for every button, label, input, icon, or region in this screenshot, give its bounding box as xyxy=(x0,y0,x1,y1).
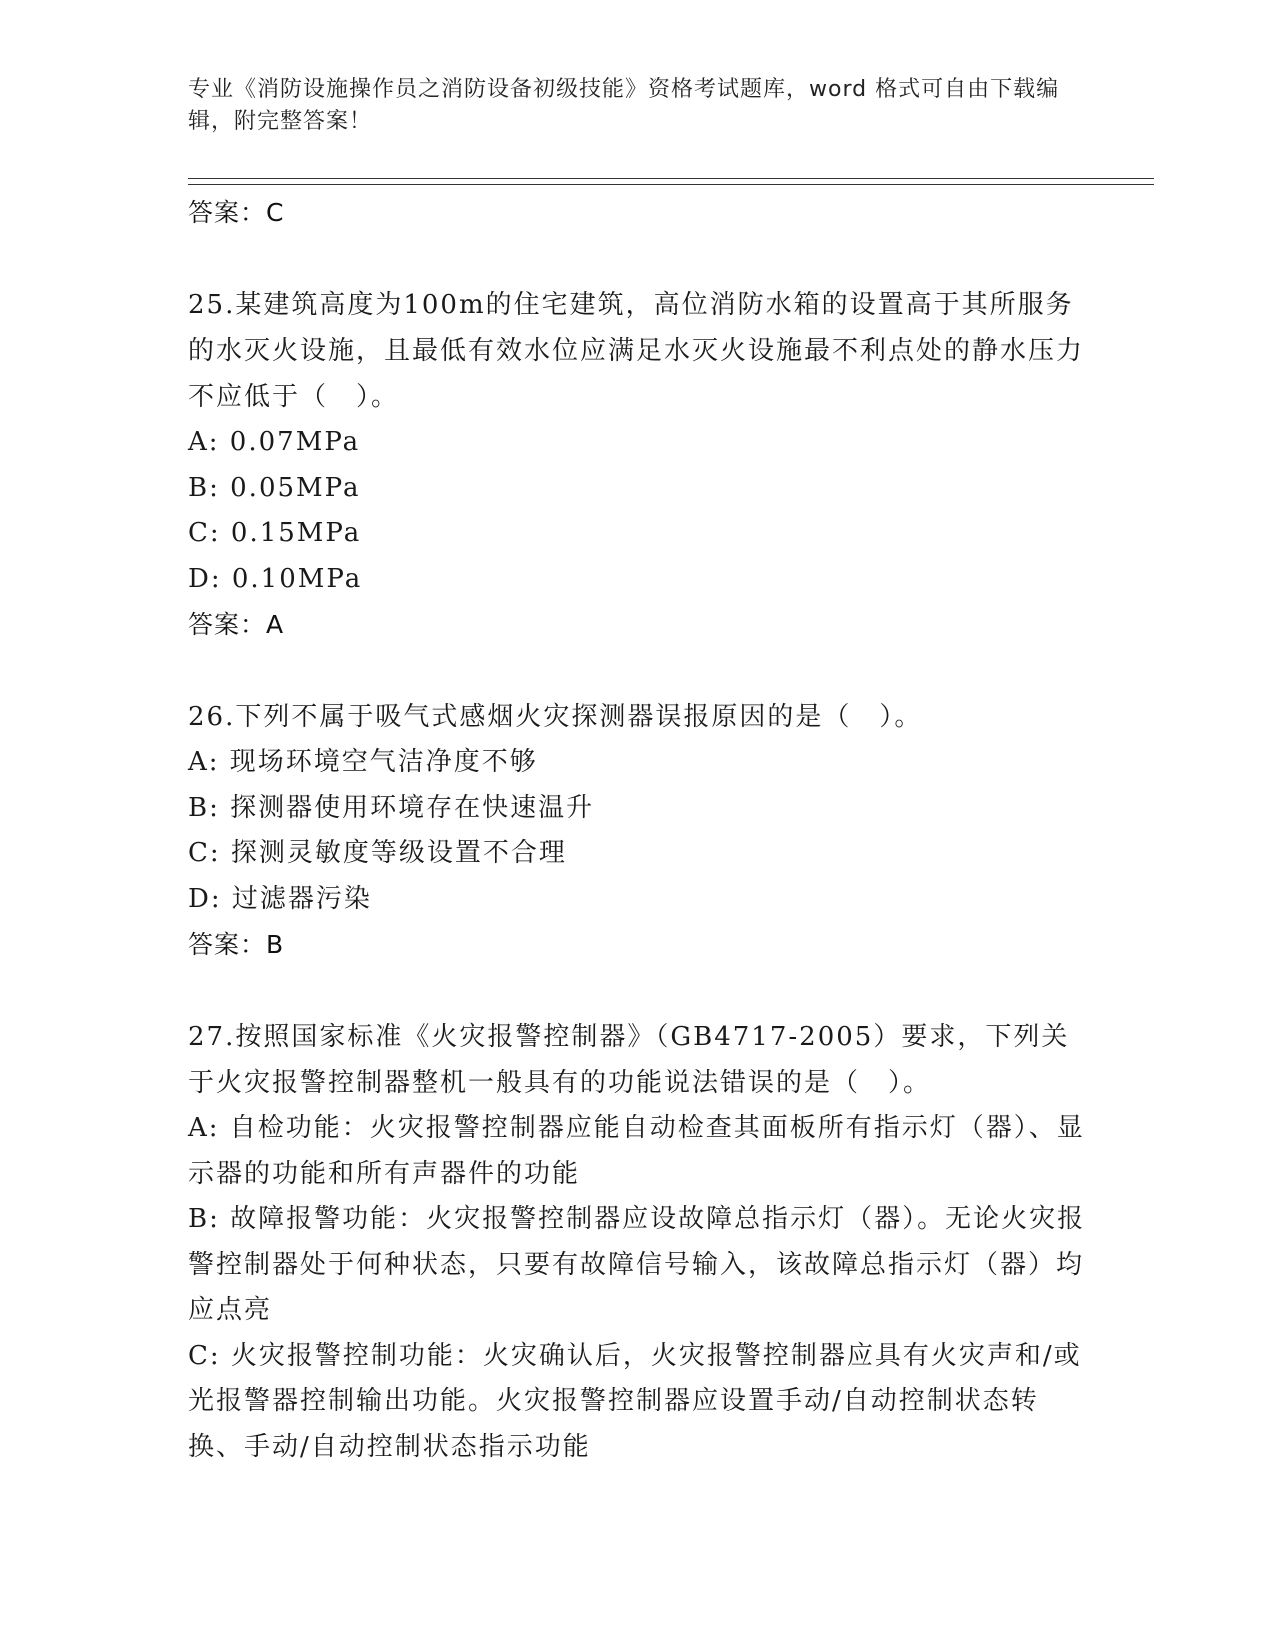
question-26 xyxy=(188,694,1088,968)
option-c: C: 0.15MPa xyxy=(188,518,362,548)
document-body xyxy=(188,190,1088,1470)
option-b: B: 探测器使用环境存在快速温升 xyxy=(188,792,595,823)
option-c: C: 火灾报警控制功能：火灾确认后，火灾报警控制器应具有火灾声和/或光报警器控制输出功能。火灾报警控制器应设置手动/自动控制状态转换、手动/自动控制状态指示功能 xyxy=(188,1340,1082,1462)
option-c: C: 探测灵敏度等级设置不合理 xyxy=(188,838,567,868)
answer-line: 答案：A xyxy=(188,610,285,639)
answer-line: 答案：B xyxy=(188,930,285,959)
question-text: 25.某建筑高度为100m的住宅建筑，高位消防水箱的设置高于其所服务的水灭火设施，且最低有效水位应满足水灭火设施最不利点处的静水压力不应低于（ ）。 xyxy=(188,290,1085,412)
question-text: 26.下列不属于吸气式感烟火灾探测器误报原因的是（ ）。 xyxy=(188,702,923,732)
option-b: B: 0.05MPa xyxy=(188,472,361,503)
question-text: 27.按照国家标准《火灾报警控制器》（GB4717-2005）要求，下列关于火灾报警控制器整机一般具有的功能说法错误的是（ ）。 xyxy=(188,1022,1070,1098)
option-d: D: 过滤器污染 xyxy=(188,883,372,914)
option-a: A: 现场环境空气洁净度不够 xyxy=(188,747,538,777)
answer-line: 答案：C xyxy=(188,198,285,227)
question-27 xyxy=(188,1014,1088,1470)
option-b: B: 故障报警功能：火灾报警控制器应设故障总指示灯（器）。无论火灾报警控制器处于何种状态，只要有故障信号输入，该故障总指示灯（器）均应点亮 xyxy=(188,1204,1086,1325)
page-header-text: 专业《消防设施操作员之消防设备初级技能》资格考试题库，word 格式可自由下载编辑，附完整答案！ xyxy=(188,77,1060,134)
question-25 xyxy=(188,282,1088,648)
option-a: A: 自检功能：火灾报警控制器应能自动检查其面板所有指示灯（器）、显示器的功能和所有声器件的功能 xyxy=(188,1113,1085,1189)
header-divider xyxy=(188,178,1154,185)
option-d: D: 0.10MPa xyxy=(188,563,363,594)
option-a: A: 0.07MPa xyxy=(188,427,361,457)
